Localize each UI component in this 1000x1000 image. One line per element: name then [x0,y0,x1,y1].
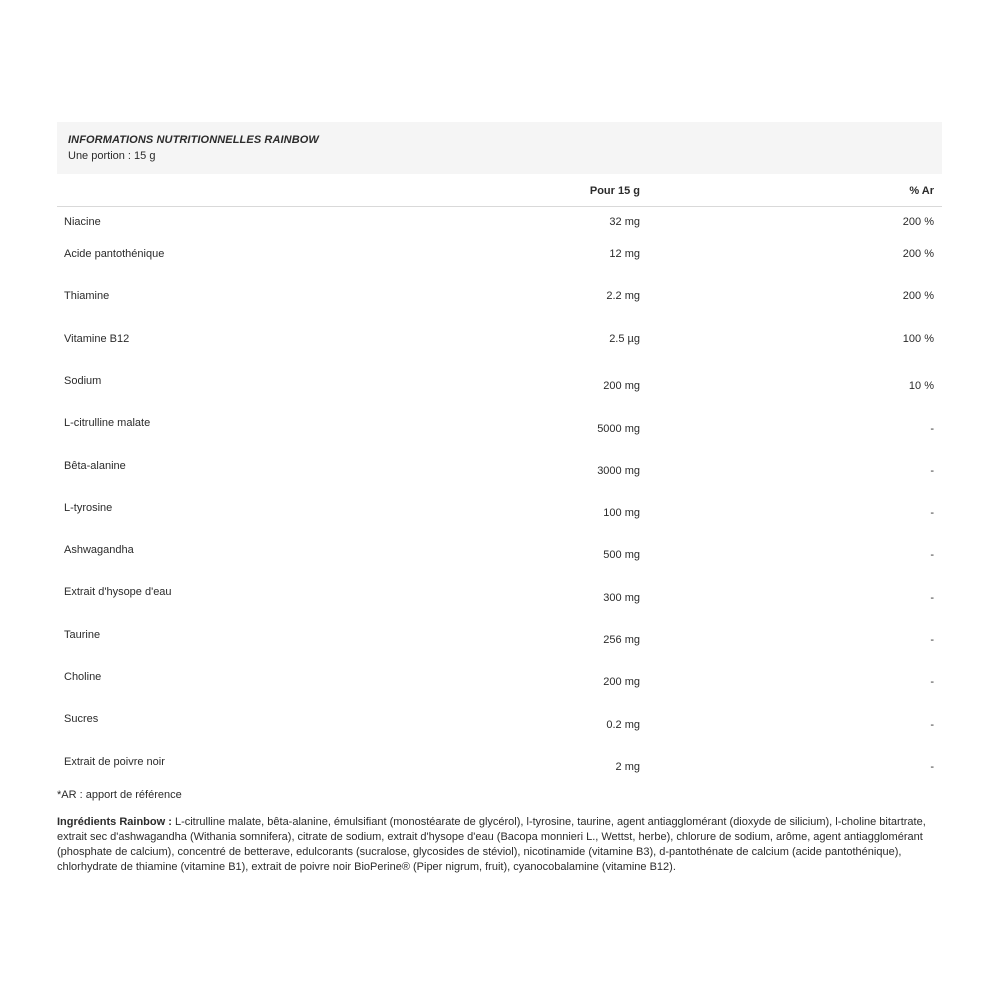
nutrient-name: Thiamine [64,290,110,302]
nutrient-value: 3000 mg [597,465,640,477]
nutrient-value: 2.2 mg [606,290,640,302]
column-headers [57,174,942,207]
nutrient-value: 32 mg [609,216,640,228]
nutrient-value: 0.2 mg [606,719,640,731]
nutrient-name: Ashwagandha [64,544,134,556]
nutrient-ar: - [930,761,934,773]
nutrient-name: Taurine [64,629,101,641]
nutrient-name: Bêta-alanine [64,460,126,472]
ingredients-text [57,815,942,875]
nutrient-ar: - [930,507,934,519]
footnote: *AR : apport de référence [57,789,182,801]
nutrient-name: Niacine [64,216,101,228]
nutrient-name: Sodium [64,375,102,387]
column-header-per-portion: Pour 15 g [589,185,640,197]
table-title: INFORMATIONS NUTRITIONNELLES RAINBOW [68,134,319,146]
nutrient-ar: 200 % [902,216,934,228]
nutrient-ar: - [930,465,934,477]
ingredients-label: Ingrédients Rainbow : [57,816,172,828]
table-header [57,122,942,174]
nutrient-name: Vitamine B12 [64,333,130,345]
nutrient-value: 2.5 µg [609,333,640,345]
nutrient-ar: 100 % [902,333,934,345]
nutrient-name: Extrait de poivre noir [64,756,165,768]
nutrient-value: 5000 mg [597,423,640,435]
nutrient-value: 500 mg [603,549,640,561]
nutrient-name: L-citrulline malate [64,417,151,429]
nutrient-ar: - [930,676,934,688]
column-header-ar: % Ar [909,185,934,197]
nutrient-ar: 200 % [902,290,934,302]
nutrient-ar: - [930,719,934,731]
ingredients-list: L-citrulline malate, bêta-alanine, émulsifiant (monostéarate de glycérol), l-tyrosine, taurine, agent antiagglomérant (dioxyde de silicium), l-choline bitartrate, extrait sec d'ashwagandha (Withania somnifera), citrate de sodium, extrait d'hysope d'eau (Bacopa monnieri L., Wettst, herbe), chlorure de sodium, arôme, agent antiagglomérant (phosphate de calcium), concentré de betterave, edulcorants (sucralose, glycosides de stéviol), nicotinamide (vitamine B3), d-pantothénate de calcium (acide pantothénique), chlorhydrate de thiamine (vitamine B1), extrait de poivre noir BioPerine® (Piper nigrum, fruit), cyanocobalamine (vitamine B12). [57,816,926,873]
nutrient-value: 200 mg [603,676,640,688]
nutrient-ar: - [930,549,934,561]
nutrient-ar: - [930,423,934,435]
nutrient-value: 300 mg [603,592,640,604]
nutrient-ar: - [930,592,934,604]
nutrient-ar: 200 % [902,248,934,260]
nutrient-ar: 10 % [908,380,934,392]
nutrient-name: Acide pantothénique [64,248,165,260]
nutrient-value: 256 mg [603,634,640,646]
nutrient-value: 100 mg [603,507,640,519]
nutrient-value: 2 mg [615,761,640,773]
nutrient-name: Sucres [64,713,99,725]
nutrient-ar: - [930,634,934,646]
nutrient-name: Extrait d'hysope d'eau [64,586,172,598]
portion-size: Une portion : 15 g [68,150,156,162]
nutrient-name: L-tyrosine [64,502,113,514]
nutrient-value: 200 mg [603,380,640,392]
nutrient-value: 12 mg [609,248,640,260]
nutrient-name: Choline [64,671,102,683]
nutrition-table [57,122,942,773]
